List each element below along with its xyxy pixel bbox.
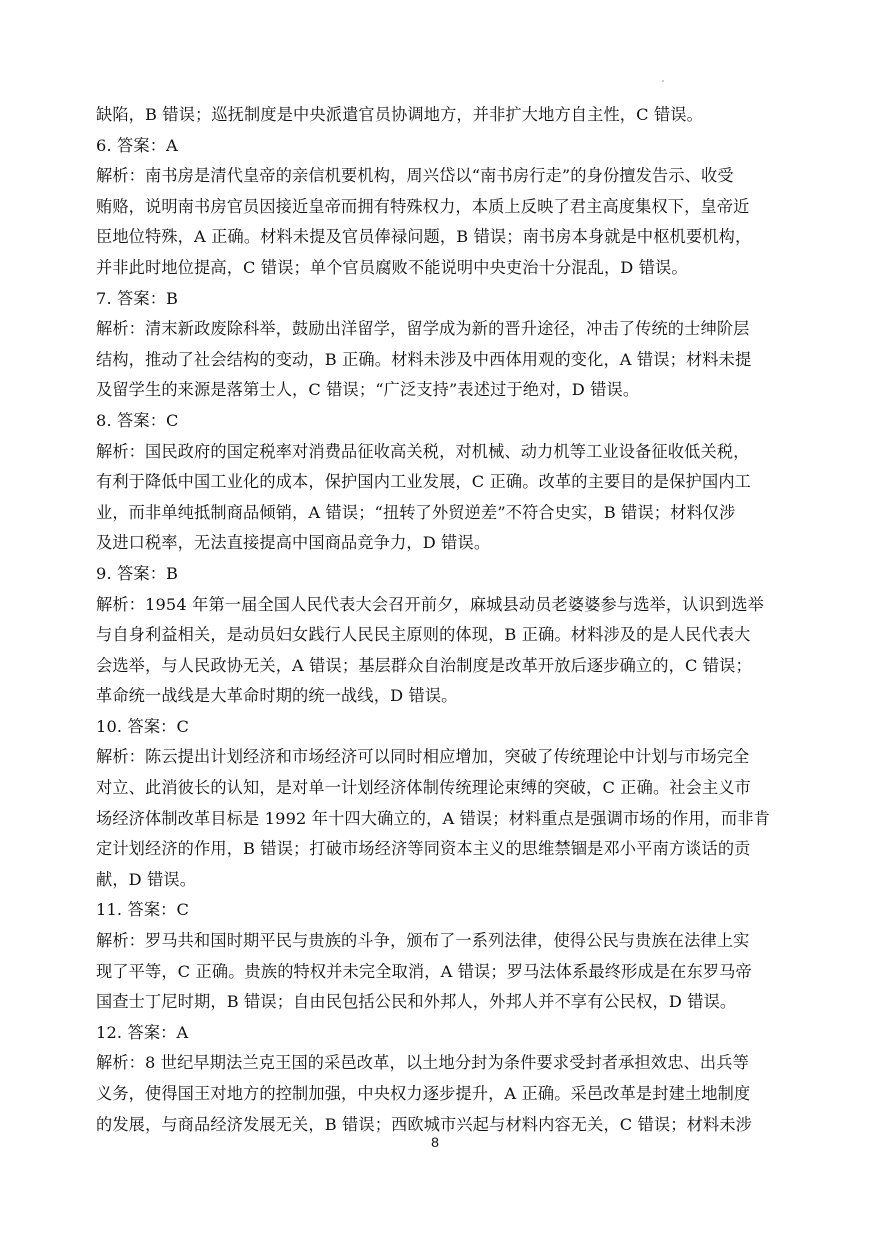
text-line: 及留学生的来源是落第士人，C 错误；“广泛支持”表述过于绝对，D 错误。 [96,380,640,400]
text-line: 解析：国民政府的国定税率对消费品征收高关税，对机械、动力机等工业设备征收低关税， [96,441,750,461]
text-line: 的发展，与商品经济发展无关，B 错误；西欧城市兴起与材料内容无关，C 错误；材料未涉 [96,1114,752,1134]
text-line: 献，D 错误。 [96,869,197,889]
page-number: 8 [431,1134,439,1150]
text-line: 场经济体制改革目标是 1992 年十四大确立的，A 错误；材料重点是强调市场的作用，而非肯 [96,808,771,828]
answer-heading-8: 8. 答案：C [96,410,179,430]
text-line: 义务，使得国王对地方的控制加强，中央权力逐步提升，A 正确。采邑改革是封建土地制度 [96,1084,751,1103]
text-line: 业，而非单纯抵制商品倾销，A 错误；“扭转了外贸逆差”不符合史实，B 错误；材料仅涉 [96,502,736,522]
text-line: 定计划经济的作用，B 错误；打破市场经济等同资本主义的思维禁锢是邓小平南方谈话的贡 [96,839,751,859]
scan-speck [662,80,664,82]
text-line: 缺陷，B 错误；巡抚制度是中央派遣官员协调地方，并非扩大地方自主性，C 错误。 [96,105,703,124]
text-line: 臣地位特殊，A 正确。材料未提及官员俸禄问题，B 错误；南书房本身就是中枢机要机构， [96,227,752,247]
text-line: 并非此时地位提高，C 错误；单个官员腐败不能说明中央吏治十分混乱，D 错误。 [96,257,688,277]
text-line: 会选举，与人民政协无关，A 错误；基层群众自治制度是改革开放后逐步确立的，C 错误； [96,655,752,675]
answer-heading-7: 7. 答案：B [96,288,179,308]
text-line: 解析：8 世纪早期法兰克王国的采邑改革，以土地分封为条件要求受封者承担效忠、出兵等 [96,1053,749,1073]
text-line: 及进口税率，无法直接提高中国商品竞争力，D 错误。 [96,533,491,553]
text-line: 解析：1954 年第一届全国人民代表大会召开前夕，麻城县动员老婆婆参与选举，认识到选举 [96,594,764,614]
text-line: 解析：南书房是清代皇帝的亲信机要机构，周兴岱以“南书房行走”的身份擅发告示、收受 [96,166,734,186]
text-line: 结构，推动了社会结构的变动，B 正确。材料未涉及中西体用观的变化，A 错误；材料未提 [96,349,752,369]
text-line: 国查士丁尼时期，B 错误；自由民包括公民和外邦人，外邦人并不享有公民权，D 错误。 [96,992,737,1012]
text-line: 有利于降低中国工业化的成本，保护国内工业发展，C 正确。改革的主要目的是保护国内工 [96,472,751,492]
answer-heading-10: 10. 答案：C [96,716,190,736]
answer-heading-12: 12. 答案：A [96,1022,189,1042]
text-line: 现了平等，C 正确。贵族的特权并未完全取消，A 错误；罗马法体系最终形成是在东罗马帝 [96,961,752,981]
text-line: 革命统一战线是大革命时期的统一战线，D 错误。 [96,686,458,706]
answer-heading-6: 6. 答案：A [96,135,178,155]
text-line: 解析：罗马共和国时期平民与贵族的斗争，颁布了一系列法律，使得公民与贵族在法律上实 [96,931,750,951]
text-line: 与自身利益相关，是动员妇女践行人民民主原则的体现，B 正确。材料涉及的是人民代表大 [96,625,751,645]
text-line: 对立、此消彼长的认知，是对单一计划经济体制传统理论束缚的突破，C 正确。社会主义市 [96,778,751,798]
answer-heading-9: 9. 答案：B [96,563,179,583]
text-line: 解析：清末新政废除科举，鼓励出洋留学，留学成为新的晋升途径，冲击了传统的士绅阶层 [96,319,750,339]
text-line: 贿赂，说明南书房官员因接近皇帝而拥有特殊权力，本质上反映了君主高度集权下，皇帝近 [96,196,750,216]
text-line: 解析：陈云提出计划经济和市场经济可以同时相应增加，突破了传统理论中计划与市场完全 [96,747,750,767]
answer-explanations [96,100,776,1140]
answer-heading-11: 11. 答案：C [96,900,190,920]
